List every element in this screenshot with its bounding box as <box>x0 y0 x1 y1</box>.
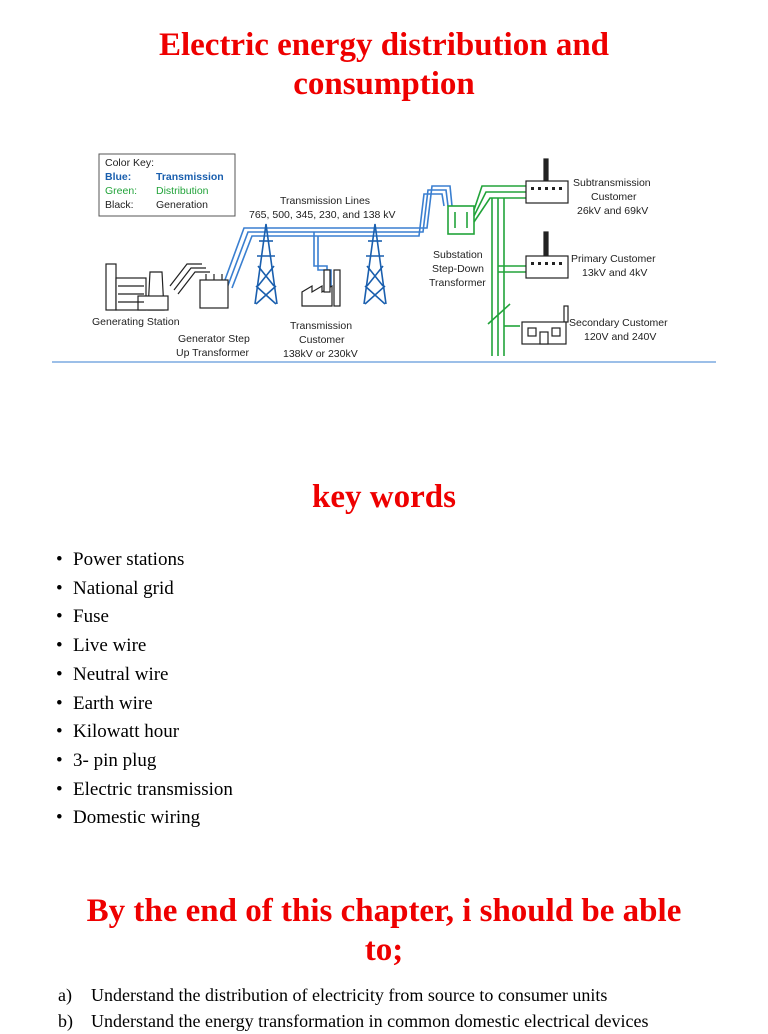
objectives-heading-line-1: By the end of this chapter, i should be able <box>86 893 682 929</box>
objectives-list <box>58 982 758 1034</box>
color-key-transmission: Transmission <box>156 171 224 183</box>
list-marker: b) <box>58 1011 73 1031</box>
page-title <box>0 26 768 104</box>
label-gen-step-up-2: Up Transformer <box>176 347 249 359</box>
label-subtransmission-1: Subtransmission <box>573 177 651 189</box>
objectives-heading-line-2: to; <box>364 932 404 968</box>
objectives-heading <box>0 892 768 970</box>
primary-customer-icon <box>526 232 568 278</box>
list-item: • Earth wire <box>56 690 233 719</box>
list-item: • 3- pin plug <box>56 747 233 776</box>
label-subtransmission-2: Customer <box>591 191 637 203</box>
list-item: • Fuse <box>56 603 233 632</box>
transmission-customer-factory-icon <box>302 270 340 306</box>
label-substation-2: Step-Down <box>432 263 484 275</box>
list-item: • Power stations <box>56 546 233 575</box>
color-key-black: Black: <box>105 199 134 211</box>
color-key-green: Green: <box>105 185 138 197</box>
color-key-generation: Generation <box>156 199 208 211</box>
list-item: • Neutral wire <box>56 661 233 690</box>
substation-transformer-icon <box>448 206 474 234</box>
list-item <box>58 982 758 1008</box>
label-substation-3: Transformer <box>429 277 486 289</box>
objective-text: Understand the energy transformation in common domestic electrical devices <box>91 1011 649 1031</box>
label-transmission-customer-2: Customer <box>299 334 345 346</box>
label-subtransmission-3: 26kV and 69kV <box>577 205 649 217</box>
page-title-line-1: Electric energy distribution and <box>158 27 610 63</box>
generating-station-icon <box>106 264 210 310</box>
list-item: • Live wire <box>56 632 233 661</box>
label-transmission-lines: Transmission Lines <box>280 195 371 207</box>
page-title-line-2: consumption <box>293 66 475 102</box>
list-item: • Electric transmission <box>56 776 233 805</box>
label-secondary-customer-2: 120V and 240V <box>584 331 657 343</box>
list-item: • Domestic wiring <box>56 804 233 833</box>
label-primary-customer-1: Primary Customer <box>571 253 656 265</box>
secondary-customer-house-icon <box>522 306 568 344</box>
key-words-heading: key words <box>312 479 456 515</box>
label-gen-step-up-1: Generator Step <box>178 333 250 345</box>
key-words-list <box>56 546 233 833</box>
objective-text: Understand the distribution of electricity from source to consumer units <box>91 985 608 1005</box>
generator-transformer-icon <box>200 274 228 308</box>
color-key-distribution: Distribution <box>156 185 209 197</box>
color-key-blue: Blue: <box>105 171 132 183</box>
list-marker: a) <box>58 985 72 1005</box>
label-secondary-customer-1: Secondary Customer <box>569 317 668 329</box>
distribution-diagram <box>52 146 716 364</box>
label-transmission-customer-1: Transmission <box>290 320 353 332</box>
label-transmission-voltages: 765, 500, 345, 230, and 138 kV <box>249 209 396 221</box>
list-item <box>58 1008 758 1034</box>
label-substation-1: Substation <box>433 249 483 261</box>
color-key <box>99 154 235 216</box>
label-generating-station: Generating Station <box>92 316 180 328</box>
color-key-heading: Color Key: <box>105 157 155 169</box>
list-item: • Kilowatt hour <box>56 718 233 747</box>
label-transmission-customer-3: 138kV or 230kV <box>283 348 358 360</box>
list-item: • National grid <box>56 575 233 604</box>
label-primary-customer-2: 13kV and 4kV <box>582 267 648 279</box>
subtransmission-customer-icon <box>526 159 568 203</box>
